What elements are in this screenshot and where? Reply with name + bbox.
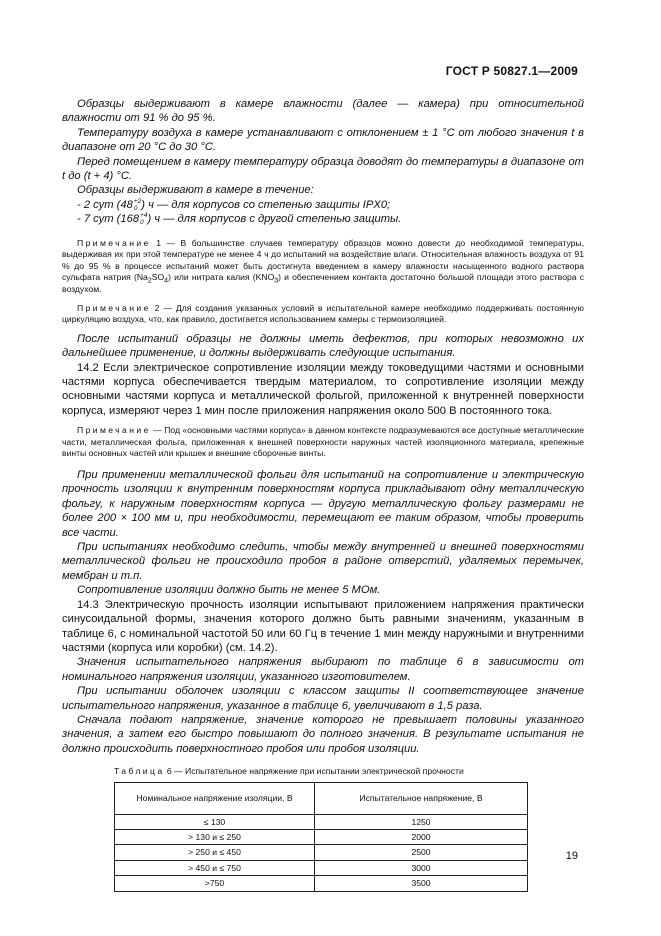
table-cell: > 130 и ≤ 250 xyxy=(115,829,315,844)
paragraph-14-3: 14.3 Электрическую прочность изоляции испытывают приложением напряжения практически синусоидальной формы, значения которого должно быть равными значениям, указанным в таблице 6, с номинальной частотой 50 или 60 Гц в течение 1 мин между наружными и внутренними частями (корпуса или коробки) (см. 14.2). xyxy=(62,598,584,654)
table-cell: ≤ 130 xyxy=(115,814,315,829)
paragraph-14-2: 14.2 Если электрическое сопротивление изоляции между токоведущими частями и основными частями корпуса обеспечивается твердым материалом, то сопротивление изоляции между основными частями корпуса и металлической фольгой, приложенной к внутренней поверхности корпуса, измеряют через 1 мин после приложения напряжения около 500 В постоянного тока. xyxy=(62,361,584,417)
table-cell: 3000 xyxy=(315,860,528,875)
page-number: 19 xyxy=(565,850,578,862)
note-2: Примечание 2 — Для создания указанных условий в испытательной камере необходимо поддерживать постоянную циркуляцию воздуха, что, как правило, достигается использованием камеры с термоизоляцией. xyxy=(62,302,584,325)
list-item-other: - 7 сут (168+4 0 ) ч — для корпусов с другой степенью защиты. xyxy=(77,212,402,227)
table-header-row xyxy=(115,782,528,814)
paragraph-resistance: Сопротивление изоляции должно быть не менее 5 МОм. xyxy=(77,584,381,597)
column-header: Номинальное напряжение изоляции, В xyxy=(115,782,315,814)
note-3: Примечание — Под «основными частями корпуса» в данном контексте подразумеваются все доступные металлические части, металлическая фольга, приложенная к внешней поверхности наружных частей изоляционного материала, крепежные винты основных частей или крышек и внешние сборочные винты. xyxy=(62,425,584,459)
paragraph-foil: При применении металлической фольги для испытаний на сопротивление и электрическую прочность изоляции к внутренним поверхностям корпуса прикладывают одну металлическую фольгу, к наружным поверхностям корпуса — другую металлическую фольгу размерами не более 200 × 100 мм и, при необходимости, перемещают ее таким образом, чтобы проверить все части. xyxy=(62,469,584,539)
column-header: Испытательное напряжение, В xyxy=(315,782,528,814)
paragraph-apply-voltage: Сначала подают напряжение, значение которого не превышает половины указанного значения, а затем его быстро повышают до полного значения. В результате испытания не должно происходить поверхностного пробоя или пробоя изоляции. xyxy=(62,713,584,755)
paragraph-sample-temp: Перед помещением в камеру температуру образца доводят до температуры в диапазоне от t до (t + 4) °С. xyxy=(62,155,584,183)
table-caption: Таблица 6 — Испытательное напряжение при испытании электрической прочности xyxy=(114,766,464,777)
table-cell: 3500 xyxy=(315,876,528,891)
tolerance: +4 0 xyxy=(140,212,148,227)
table-row xyxy=(115,845,528,860)
table-cell: > 450 и ≤ 750 xyxy=(115,860,315,875)
paragraph-air-temp: Температуру воздуха в камере устанавливают с отклонением ± 1 °С от любого значения t в диапазоне от 20 °С до 30 °С. xyxy=(62,126,584,154)
table-row xyxy=(115,829,528,844)
paragraph-after-test: После испытаний образцы не должны иметь дефектов, при которых невозможно их дальнейшее применение, и должны выдерживать следующие испытания. xyxy=(62,332,584,360)
document-id: ГОСТ Р 50827.1—2009 xyxy=(445,64,578,78)
paragraph-breakdown: При испытаниях необходимо следить, чтобы между внутренней и внешней поверхностями металлической фольги не происходило пробоя в районе отверстий, удаляемых перемычек, мембран и т.п. xyxy=(62,541,584,582)
paragraph-voltage-select: Значения испытательного напряжения выбирают по таблице 6 в зависимости от номинального напряжения изоляции, указанного изготовителем. xyxy=(62,656,584,683)
table-row xyxy=(115,876,528,891)
table-row xyxy=(115,814,528,829)
paragraph-humidity: Образцы выдерживают в камере влажности (далее — камера) при относительной влажности от 91 % до 95 %. xyxy=(62,98,584,125)
table-cell: > 250 и ≤ 450 xyxy=(115,845,315,860)
table-cell: 2000 xyxy=(315,829,528,844)
document-body xyxy=(62,97,584,892)
table-cell: 2500 xyxy=(315,845,528,860)
table-cell: >750 xyxy=(115,876,315,891)
paragraph-duration: Образцы выдерживают в камере в течение: xyxy=(77,184,314,197)
note-1: Примечание 1 — В большинстве случаев температуру образцов можно довести до необходимой температуры, выдерживая их при этой температуре не менее 4 ч до испытаний на воздействие влаги. Относительная влажность воздуха от 91 % до 95 % в процессе испытаний может быть достигнута введением в камеру влажности насыщенного водного раствора сульфата натрия $(Na_2SO_4)$ или нитрата калия $(KNO_3)$ и обеспечением контакта достаточно большой площади этого раствора с воздухом. xyxy=(62,237,584,295)
paragraph-class-ii: При испытании оболочек изоляции с классом защиты II соответствующее значение испытательного напряжения, указанное в таблице 6, увеличивают в 1,5 раза. xyxy=(62,685,584,712)
tolerance: +2 0 xyxy=(133,197,142,212)
voltage-table xyxy=(114,782,528,892)
table-cell: 1250 xyxy=(315,814,528,829)
list-item-ipx0: - 2 сут (48+2 0 ) ч — для корпусов со степенью защиты IPX0; xyxy=(77,197,391,212)
table-row xyxy=(115,860,528,875)
